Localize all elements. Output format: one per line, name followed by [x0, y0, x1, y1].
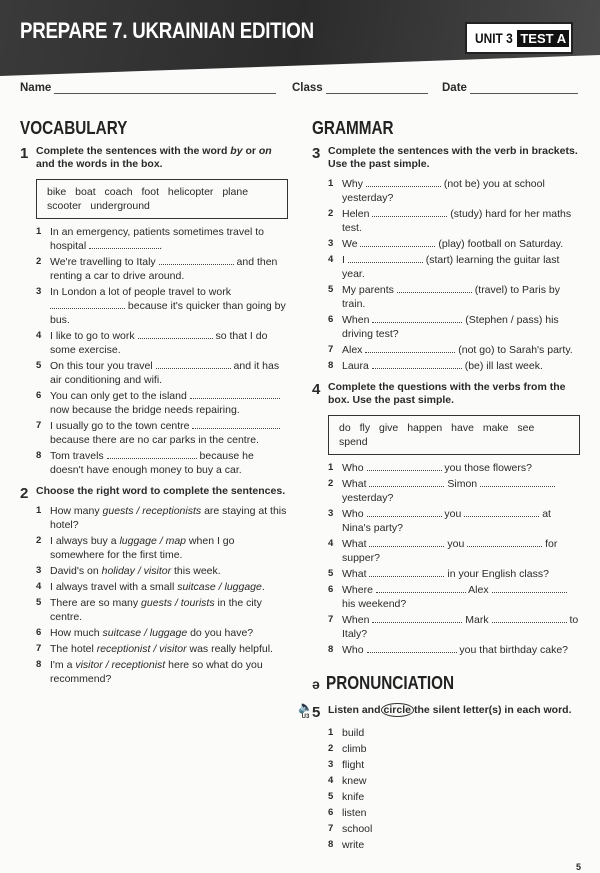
item-text [342, 507, 580, 535]
sentence-text: My parents [342, 284, 397, 296]
word-item [328, 806, 580, 820]
sentence-text: Who [342, 508, 367, 520]
item-number: 1 [36, 226, 42, 237]
exercise-item [328, 643, 580, 657]
sentence-text: Choose the right word to complete the sentences. [36, 485, 286, 497]
item-number: 8 [328, 360, 334, 371]
unit-badge [465, 22, 573, 54]
sentence-text: and the words in the box. [36, 158, 163, 170]
item-number: 3 [328, 508, 334, 519]
answer-blank[interactable] [367, 643, 457, 653]
answer-blank[interactable] [492, 613, 567, 623]
item-text [50, 596, 288, 624]
item-text [342, 207, 580, 235]
instruction-text: Listen and [328, 704, 381, 716]
item-number: 6 [328, 807, 334, 818]
exercise-item [328, 583, 580, 611]
sentence-text: Helen [342, 208, 373, 220]
sentence-text: for supper? [342, 538, 558, 564]
answer-blank[interactable] [369, 567, 444, 577]
exercise-item [36, 449, 288, 477]
answer-blank[interactable] [492, 583, 567, 593]
item-text [342, 583, 580, 611]
test-label: TEST A [517, 30, 569, 47]
sentence-text: In an emergency, patients sometimes travel to hospital [50, 226, 264, 252]
exercise-item [36, 419, 288, 447]
answer-blank[interactable] [360, 237, 435, 247]
word[interactable]: flight [342, 759, 365, 771]
item-text [50, 658, 288, 686]
item-number: 2 [328, 478, 334, 489]
answer-blank[interactable] [367, 461, 442, 471]
unit-label: UNIT 3 [475, 30, 513, 46]
sentence-text: Complete the questions with the verbs from the box. Use the past simple. [328, 381, 566, 406]
exercise-item [36, 564, 288, 578]
item-number: 2 [36, 535, 42, 546]
sentence-text: How many [50, 505, 103, 517]
item-text [342, 177, 580, 205]
sentence-text: Alex [465, 584, 492, 596]
pronunciation-heading: PRONUNCIATION [325, 673, 454, 693]
item-text [50, 225, 288, 253]
exercise-5-instruction [298, 700, 580, 721]
answer-blank[interactable] [156, 359, 231, 369]
answer-blank[interactable] [369, 537, 444, 547]
item-text [50, 642, 273, 656]
instruction-text [36, 145, 288, 171]
item-number: 3 [328, 238, 334, 249]
name-field[interactable] [20, 82, 276, 94]
item-number: 1 [328, 462, 334, 473]
sentence-text: There are so many [50, 597, 142, 609]
item-text [342, 613, 580, 641]
choice-options: guests / receptionists [102, 505, 202, 517]
sentence-text: was really helpful. [186, 643, 273, 655]
exercise-item [328, 359, 580, 373]
item-number: 2 [36, 256, 42, 267]
choice-options: receptionist / visitor [96, 643, 187, 655]
exercise-item [36, 504, 288, 532]
sentence-text: David's on [50, 565, 102, 577]
sentence-text: . [159, 240, 163, 252]
exercise-item [328, 477, 580, 505]
choice-options: guests / tourists [141, 597, 215, 609]
date-field[interactable] [442, 82, 578, 94]
word[interactable]: listen [342, 807, 367, 819]
grammar-heading: GRAMMAR [312, 118, 394, 138]
sentence-text: The hotel [50, 643, 97, 655]
instruction-text: the silent letter(s) in each word. [413, 704, 572, 716]
exercise-number: 3 [312, 145, 321, 162]
sentence-text: in your English class? [444, 568, 549, 580]
word[interactable]: write [342, 839, 365, 851]
answer-blank[interactable] [369, 477, 444, 487]
item-text [50, 564, 221, 578]
choice-options: suitcase / luggage [177, 581, 262, 593]
item-text [50, 359, 288, 387]
item-text [50, 626, 253, 640]
sentence-text: when I go somewhere for the first time. [50, 535, 235, 561]
instruction-text [36, 485, 285, 502]
exercise-2-items [36, 504, 288, 686]
sentence-text: because it's quicker than going by bus. [50, 300, 286, 326]
page-title: PREPARE 7. UKRAINIAN EDITION [20, 18, 314, 43]
exercise-number: 5 [312, 704, 321, 721]
answer-blank[interactable] [50, 299, 125, 309]
audio-speaker-icon[interactable]: 🔈 U3 [298, 700, 313, 720]
sentence-text: (study) hard for her maths test. [342, 208, 572, 234]
answer-blank[interactable] [138, 329, 213, 339]
word-item [328, 790, 580, 804]
item-text [342, 343, 573, 357]
word[interactable]: knew [342, 775, 367, 787]
item-number: 6 [328, 314, 334, 325]
item-text [342, 313, 580, 341]
sentence-text: Why [342, 178, 366, 190]
sentence-text: On this tour you travel [50, 360, 156, 372]
word-item [328, 838, 580, 852]
word-item [328, 742, 580, 756]
exercise-item [36, 642, 288, 656]
date-line[interactable] [470, 83, 578, 94]
answer-blank[interactable] [190, 389, 280, 399]
item-text [50, 329, 288, 357]
exercise-number: 2 [20, 485, 29, 502]
sentence-text: How much [50, 627, 103, 639]
audio-track-label: U3 [301, 714, 310, 720]
exercise-item [36, 329, 288, 357]
answer-blank[interactable] [464, 507, 539, 517]
sentence-text: We're travelling to Italy [50, 256, 159, 268]
answer-blank[interactable] [480, 477, 555, 487]
exercise-item [36, 580, 288, 594]
exercise-item [328, 461, 580, 475]
exercise-item [328, 613, 580, 641]
sentence-text: this week. [171, 565, 221, 577]
pronunciation-header [312, 673, 580, 694]
answer-blank[interactable] [372, 613, 462, 623]
item-text [342, 359, 543, 373]
page-number: 5 [576, 862, 582, 872]
sentence-text: you that birthday cake? [456, 644, 569, 656]
item-number: 3 [328, 759, 334, 770]
item-text [342, 253, 580, 281]
item-number: 7 [328, 344, 334, 355]
word-box: bike boat coach foot helicopter plane scooter underground [36, 179, 288, 219]
class-label: Class [292, 82, 323, 94]
sentence-text: in the city centre. [50, 597, 262, 623]
item-text [50, 419, 288, 447]
sentence-text: Tom travels [50, 450, 107, 462]
schwa-icon: ə [312, 675, 320, 692]
sentence-text: Who [342, 644, 367, 656]
sentence-text: What [342, 568, 370, 580]
sentence-text: (not be) you at school yesterday? [342, 178, 545, 204]
sentence-text: (play) football on Saturday. [435, 238, 564, 250]
item-number: 8 [36, 659, 42, 670]
item-text [50, 285, 288, 327]
exercise-2-instruction [20, 485, 288, 502]
sentence-text: now because the bridge needs repairing. [50, 404, 240, 416]
name-label: Name [20, 82, 52, 94]
grammar-column [298, 118, 580, 854]
word[interactable]: knife [342, 791, 365, 803]
sentence-text: What [342, 478, 370, 490]
choice-options: by [230, 145, 243, 157]
date-label: Date [442, 82, 467, 94]
item-number: 1 [328, 727, 334, 738]
item-number: 5 [328, 568, 334, 579]
sentence-text: I usually go to the town centre [50, 420, 193, 432]
word-item [328, 774, 580, 788]
sentence-text: Alex [342, 344, 366, 356]
answer-blank[interactable] [367, 507, 442, 517]
choice-options: visitor / receptionist [75, 659, 166, 671]
item-text [50, 255, 288, 283]
item-number: 7 [328, 823, 334, 834]
exercise-item [36, 596, 288, 624]
item-number: 1 [36, 505, 42, 516]
word-item [328, 822, 580, 836]
item-text [50, 580, 265, 594]
sentence-text: I'm a [50, 659, 76, 671]
exercise-5-items [328, 726, 580, 852]
sentence-text: because there are no car parks in the centre. [50, 434, 259, 446]
exercise-item [36, 626, 288, 640]
choice-options: on [258, 145, 272, 157]
answer-blank[interactable] [159, 255, 234, 265]
exercise-item [328, 537, 580, 565]
exercise-item [328, 343, 580, 357]
answer-blank[interactable] [366, 177, 441, 187]
item-number: 7 [36, 420, 42, 431]
sentence-text: and then renting a car to drive around. [50, 256, 278, 282]
item-number: 6 [36, 390, 42, 401]
exercise-item [328, 567, 580, 581]
exercise-item [328, 253, 580, 281]
exercise-item [36, 225, 288, 253]
exercise-4-items [328, 461, 580, 657]
verb-box: do fly give happen have make see spend [328, 415, 580, 455]
instruction-text [328, 381, 580, 407]
sentence-text: Simon [444, 478, 481, 490]
exercise-4-instruction [312, 381, 580, 407]
name-line[interactable] [54, 83, 276, 94]
exercise-item [36, 658, 288, 686]
exercise-item [36, 359, 288, 387]
item-text [342, 477, 580, 505]
item-number: 4 [328, 254, 334, 265]
sentence-text: are staying at this hotel? [50, 505, 287, 531]
exercise-item [36, 534, 288, 562]
sentence-text: or [242, 145, 259, 157]
sentence-text: so that I do some exercise. [50, 330, 268, 356]
sentence-text: When [342, 614, 373, 626]
exercise-item [328, 237, 580, 251]
sentence-text: Where [342, 584, 376, 596]
item-text [342, 461, 532, 475]
item-text [342, 643, 568, 657]
item-number: 2 [328, 743, 334, 754]
exercise-item [36, 255, 288, 283]
sentence-text: I [342, 254, 348, 266]
sentence-text: I always buy a [50, 535, 120, 547]
answer-blank[interactable] [467, 537, 542, 547]
instruction-text [328, 145, 580, 171]
answer-blank[interactable] [348, 253, 423, 263]
item-text [342, 237, 563, 251]
exercise-1-instruction [20, 145, 288, 171]
item-number: 6 [36, 627, 42, 638]
word[interactable]: build [342, 727, 365, 739]
sentence-text: to Italy? [342, 614, 579, 640]
sentence-text: you [444, 538, 468, 550]
item-text [50, 534, 288, 562]
word[interactable]: climb [342, 743, 367, 755]
item-text [50, 449, 288, 477]
sentence-text: yesterday? [342, 492, 394, 504]
item-text [342, 537, 580, 565]
vocabulary-heading: VOCABULARY [20, 118, 128, 138]
exercise-item [328, 313, 580, 341]
item-number: 6 [328, 584, 334, 595]
sentence-text: Laura [342, 360, 372, 372]
item-text [50, 504, 288, 532]
item-number: 4 [36, 581, 42, 592]
sentence-text: (not go) to Sarah's party. [455, 344, 573, 356]
answer-blank[interactable] [372, 359, 462, 369]
sentence-text: Complete the sentences with the verb in brackets. Use the past simple. [328, 145, 578, 170]
item-number: 3 [36, 565, 42, 576]
answer-blank[interactable] [376, 583, 466, 593]
item-number: 8 [328, 644, 334, 655]
sentence-text: and it has air conditioning and wifi. [50, 360, 280, 386]
item-number: 2 [328, 208, 334, 219]
item-number: 5 [36, 360, 42, 371]
item-number: 5 [328, 791, 334, 802]
sentence-text: We [342, 238, 361, 250]
vocabulary-column [20, 118, 288, 688]
answer-blank[interactable] [372, 207, 447, 217]
answer-blank[interactable] [89, 239, 159, 249]
sentence-text: (start) learning the guitar last year. [342, 254, 560, 280]
exercise-3-items [328, 177, 580, 373]
sentence-text: his weekend? [342, 598, 407, 610]
item-number: 7 [36, 643, 42, 654]
class-line[interactable] [326, 83, 428, 94]
choice-options: luggage / map [119, 535, 187, 547]
sentence-text: Mark [462, 614, 492, 626]
sentence-text: When [342, 314, 373, 326]
exercise-item [328, 507, 580, 535]
item-number: 1 [328, 178, 334, 189]
sentence-text: because he doesn't have enough money to buy a car. [50, 450, 254, 476]
item-number: 4 [328, 538, 334, 549]
sentence-text: you those flowers? [441, 462, 532, 474]
choice-options: suitcase / luggage [102, 627, 188, 639]
item-number: 3 [36, 286, 42, 297]
sentence-text: do you have? [187, 627, 254, 639]
answer-blank[interactable] [107, 449, 197, 459]
word-item [328, 758, 580, 772]
sentence-text: . [261, 581, 265, 593]
sentence-text: Who [342, 462, 367, 474]
exercise-number: 4 [312, 381, 321, 398]
word[interactable]: school [342, 823, 373, 835]
sentence-text: Complete the sentences with the word [36, 145, 231, 157]
answer-blank[interactable] [372, 313, 462, 323]
item-number: 8 [328, 839, 334, 850]
sentence-text: here so what do you recommend? [50, 659, 263, 685]
exercise-item [328, 177, 580, 205]
sentence-text: (be) ill last week. [461, 360, 543, 372]
sentence-text: What [342, 538, 370, 550]
exercise-item [36, 389, 288, 417]
item-number: 8 [36, 450, 42, 461]
circled-word: circle [381, 703, 414, 717]
exercise-3-instruction [312, 145, 580, 171]
exercise-item [328, 283, 580, 311]
sentence-text: you [441, 508, 465, 520]
item-text [342, 567, 549, 581]
exercise-1-items [36, 225, 288, 477]
sentence-text: I like to go to work [50, 330, 138, 342]
item-number: 5 [36, 597, 42, 608]
exercise-item [36, 285, 288, 327]
item-number: 5 [328, 284, 334, 295]
sentence-text: In London a lot of people travel to work [50, 286, 231, 298]
choice-options: holiday / visitor [101, 565, 172, 577]
exercise-number: 1 [20, 145, 29, 162]
sentence-text: (travel) to Paris by train. [342, 284, 560, 310]
item-text [50, 389, 288, 417]
answer-blank[interactable] [365, 343, 455, 353]
answer-blank[interactable] [397, 283, 472, 293]
item-text [342, 283, 580, 311]
item-number: 4 [328, 775, 334, 786]
answer-blank[interactable] [192, 419, 280, 429]
sentence-text: You can only get to the island [50, 390, 190, 402]
sentence-text: at Nina's party? [342, 508, 551, 534]
sentence-text: (Stephen / pass) his driving test? [342, 314, 559, 340]
item-number: 7 [328, 614, 334, 625]
word-item [328, 726, 580, 740]
sentence-text: I always travel with a small [50, 581, 178, 593]
exercise-item [328, 207, 580, 235]
class-field[interactable] [292, 82, 428, 94]
item-number: 4 [36, 330, 42, 341]
